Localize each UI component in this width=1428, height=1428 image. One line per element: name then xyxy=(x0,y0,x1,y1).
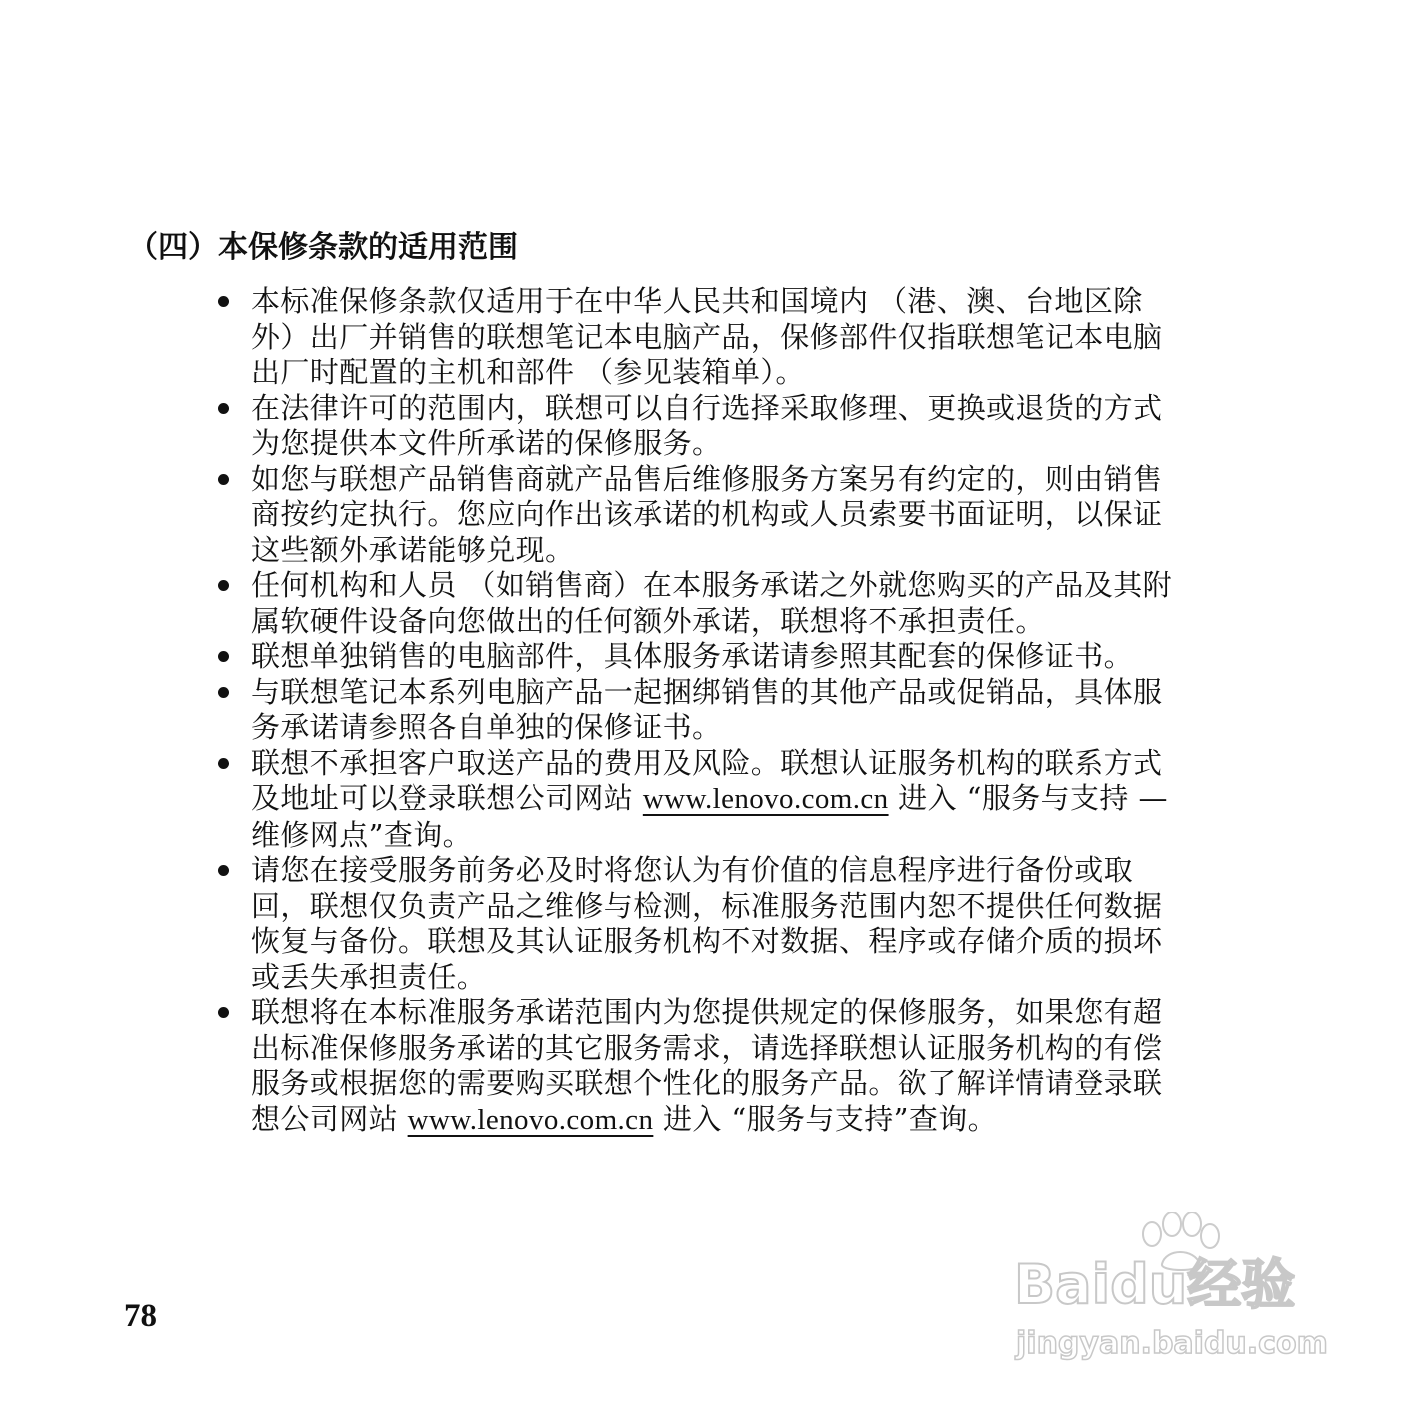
list-item-line: 任何机构和人员 （如销售商）在本服务承诺之外就您购买的产品及其附 xyxy=(251,568,1173,602)
list-item xyxy=(218,746,1258,854)
list-item-line: 商按约定执行。您应向作出该承诺的机构或人员索要书面证明，以保证 xyxy=(251,497,1163,531)
list-item-line: 回，联想仅负责产品之维修与检测，标准服务范围内恕不提供任何数据 xyxy=(251,888,1163,923)
line-text: 进入 “服务与支持 — xyxy=(888,781,1168,815)
list-item-line: 服务或根据您的需要购买联想个性化的服务产品。欲了解详情请登录联 xyxy=(251,1066,1163,1100)
list-item xyxy=(218,284,1258,391)
list-item-line: 属软硬件设备向您做出的任何额外承诺，联想将不承担责任。 xyxy=(251,603,1045,638)
lenovo-website-link[interactable]: www.lenovo.com.cn xyxy=(642,783,889,815)
list-item-line: 出厂时配置的主机和部件 （参见装箱单）。 xyxy=(251,355,805,389)
line-text: 进入 “服务与支持”查询。 xyxy=(653,1101,998,1136)
list-item-line xyxy=(251,1102,1258,1139)
watermark-brand: Baidu经验 xyxy=(1014,1253,1296,1316)
list-item xyxy=(218,995,1258,1138)
list-item-line: 外）出厂并销售的联想笔记本电脑产品，保修部件仅指联想笔记本电脑 xyxy=(251,319,1163,354)
bullet-icon xyxy=(218,758,229,769)
list-item-line xyxy=(251,781,1258,818)
list-item-line: 本标准保修条款仅适用于在中华人民共和国境内 （港、澳、台地区除 xyxy=(251,284,1143,318)
list-item-line: 联想不承担客户取送产品的费用及风险。联想认证服务机构的联系方式 xyxy=(251,745,1163,780)
lenovo-website-link[interactable]: www.lenovo.com.cn xyxy=(407,1103,654,1136)
bullet-icon xyxy=(218,1007,229,1018)
list-item xyxy=(218,391,1258,462)
bullet-icon xyxy=(218,580,229,591)
bullet-icon xyxy=(218,651,229,662)
list-item-line: 务承诺请参照各自单独的保修证书。 xyxy=(251,710,722,744)
list-item xyxy=(218,675,1258,746)
list-item-line: 请您在接受服务前务必及时将您认为有价值的信息程序进行备份或取 xyxy=(251,853,1134,887)
warranty-scope-list xyxy=(218,284,1258,1138)
page-number: 78 xyxy=(124,1298,157,1334)
bullet-icon xyxy=(218,296,229,307)
section-heading: （四）本保修条款的适用范围 xyxy=(128,230,518,265)
list-item-line: 如您与联想产品销售商就产品售后维修服务方案另有约定的，则由销售 xyxy=(251,461,1163,496)
list-item-line: 在法律许可的范围内，联想可以自行选择采取修理、更换或退货的方式 xyxy=(251,390,1163,425)
list-item-line: 为您提供本文件所承诺的保修服务。 xyxy=(251,426,722,460)
line-text: 及地址可以登录联想公司网站 xyxy=(251,781,643,815)
list-item xyxy=(218,853,1258,995)
list-item-line: 或丢失承担责任。 xyxy=(251,959,487,994)
bullet-icon xyxy=(218,687,229,698)
line-text: 想公司网站 xyxy=(251,1101,408,1136)
watermark-url: jingyan.baidu.com xyxy=(1016,1326,1328,1361)
list-item-line: 联想单独销售的电脑部件，具体服务承诺请参照其配套的保修证书。 xyxy=(251,639,1134,673)
list-item-line: 与联想笔记本系列电脑产品一起捆绑销售的其他产品或促销品，具体服 xyxy=(251,674,1163,709)
list-item xyxy=(218,568,1258,639)
bullet-icon xyxy=(218,474,229,485)
bullet-icon xyxy=(218,403,229,414)
list-item xyxy=(218,462,1258,569)
list-item-line: 这些额外承诺能够兑现。 xyxy=(251,532,575,567)
list-item-line: 出标准保修服务承诺的其它服务需求，请选择联想认证服务机构的有偿 xyxy=(251,1030,1163,1065)
bullet-icon xyxy=(218,865,229,876)
list-item xyxy=(218,639,1258,675)
baidu-jingyan-watermark xyxy=(1010,1212,1350,1382)
list-item-line: 维修网点”查询。 xyxy=(251,817,473,852)
list-item-line: 恢复与备份。联想及其认证服务机构不对数据、程序或存储介质的损坏 xyxy=(251,924,1163,958)
list-item-line: 联想将在本标准服务承诺范围内为您提供规定的保修服务，如果您有超 xyxy=(251,995,1163,1029)
